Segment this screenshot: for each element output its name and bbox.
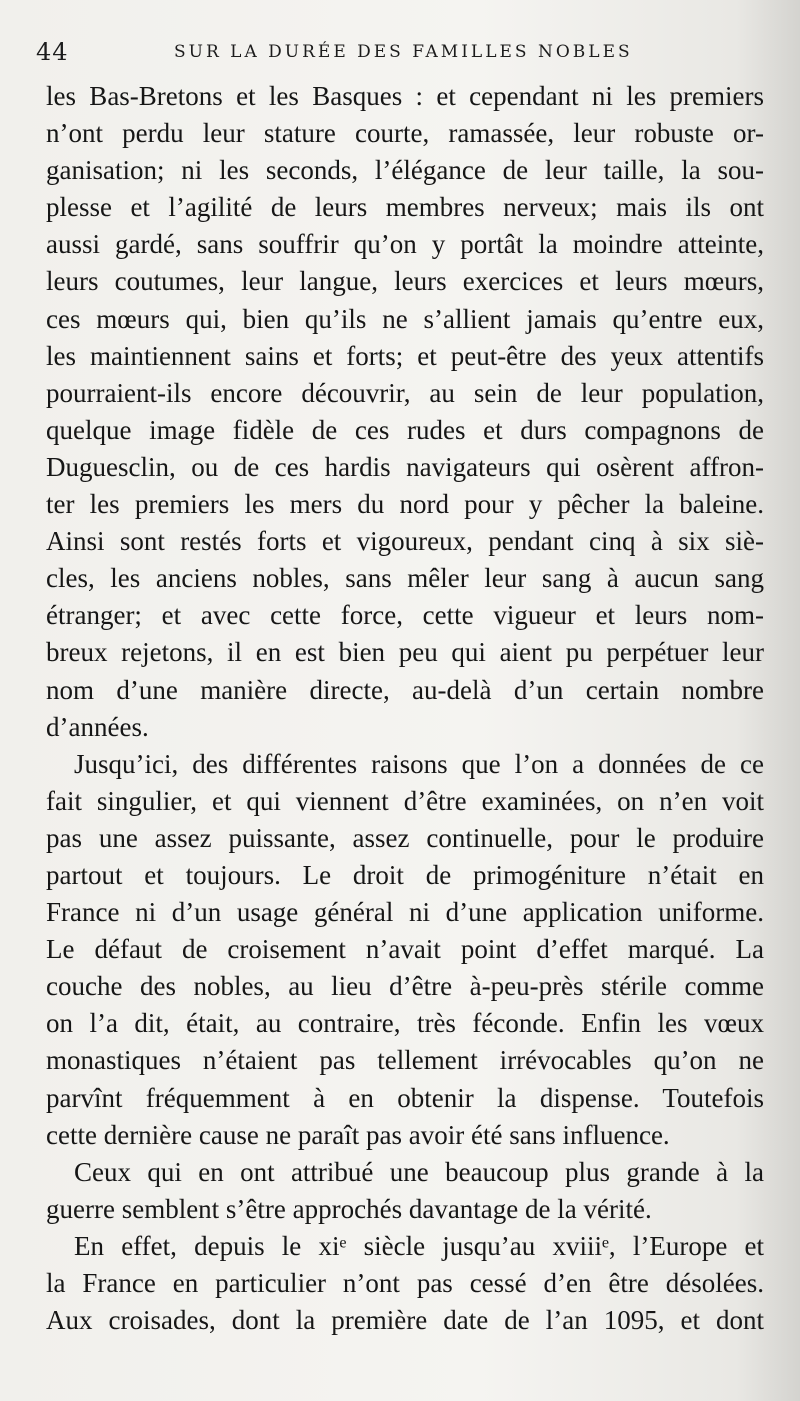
text-line: étranger; et avec cette force, cette vigueur et leurs nom- — [46, 600, 764, 631]
text-line: n’ont perdu leur stature courte, ramassée, leur robuste or- — [46, 118, 764, 149]
text-line: guerre semblent s’être approchés davantage de la vérité. — [46, 1193, 652, 1224]
text-line: on l’a dit, était, au contraire, très féconde. Enfin les vœux — [46, 1008, 764, 1039]
text-line: Le défaut de croisement n’avait point d’effet marqué. La — [46, 934, 764, 965]
text-line: aussi gardé, sans souffrir qu’on y portât la moindre atteinte, — [46, 229, 764, 260]
text-line: pourraient-ils encore découvrir, au sein de leur population, — [46, 377, 764, 408]
text-line: Duguesclin, ou de ces hardis navigateurs qui osèrent affron- — [46, 451, 764, 482]
text-line: Jusqu’ici, des différentes raisons que l’on a données de ce — [74, 748, 764, 779]
text-line: couche des nobles, au lieu d’être à-peu-près stérile comme — [46, 971, 764, 1002]
text-line: En effet, depuis le xiᵉ siècle jusqu’au xviiiᵉ, l’Europe et — [74, 1230, 764, 1261]
text-line: ter les premiers les mers du nord pour y pêcher la baleine. — [46, 489, 764, 520]
text-line: breux rejetons, il en est bien peu qui aient pu perpétuer leur — [46, 637, 764, 668]
text-line: nom d’une manière directe, au-delà d’un certain nombre — [46, 674, 764, 705]
text-line: Ceux qui en ont attribué une beaucoup plus grande à la — [74, 1156, 764, 1187]
text-line: leurs coutumes, leur langue, leurs exercices et leurs mœurs, — [46, 266, 764, 297]
text-line: quelque image fidèle de ces rudes et durs compagnons de — [46, 414, 764, 445]
text-line: Aux croisades, dont la première date de l’an 1095, et dont — [46, 1305, 764, 1336]
text-line: Ainsi sont restés forts et vigoureux, pendant cinq à six siè- — [46, 526, 764, 557]
text-line: les maintiennent sains et forts; et peut-être des yeux attentifs — [46, 340, 764, 371]
text-line: monastiques n’étaient pas tellement irrévocables qu’on ne — [46, 1045, 764, 1076]
text-line: ces mœurs qui, bien qu’ils ne s’allient jamais qu’entre eux, — [46, 303, 764, 334]
text-line: les Bas-Bretons et les Basques : et cependant ni les premiers — [46, 81, 764, 111]
text-line: cles, les anciens nobles, sans mêler leur sang à aucun sang — [46, 563, 764, 594]
text-line: cette dernière cause ne paraît pas avoir été sans influence. — [46, 1119, 670, 1150]
page-number: 44 — [36, 38, 69, 66]
text-line: France ni d’un usage général ni d’une application uniforme. — [46, 897, 764, 928]
text-line: pas une assez puissante, assez continuelle, pour le produire — [46, 822, 764, 853]
text-line: d’années. — [46, 711, 149, 742]
text-line: fait singulier, et qui viennent d’être examinées, on n’en voit — [46, 785, 764, 816]
running-title: SUR LA DURÉE DES FAMILLES NOBLES — [174, 42, 633, 62]
text-line: ganisation; ni les seconds, l’élégance de leur taille, la sou- — [46, 155, 764, 186]
text-line: parvînt fréquemment à en obtenir la dispense. Toutefois — [46, 1082, 764, 1113]
body-text — [46, 78, 764, 1339]
text-line: partout et toujours. Le droit de primogéniture n’était en — [46, 859, 764, 890]
running-head — [36, 38, 766, 72]
text-line: plesse et l’agilité de leurs membres nerveux; mais ils ont — [46, 192, 764, 223]
text-line: la France en particulier n’ont pas cessé d’en être désolées. — [46, 1268, 764, 1298]
